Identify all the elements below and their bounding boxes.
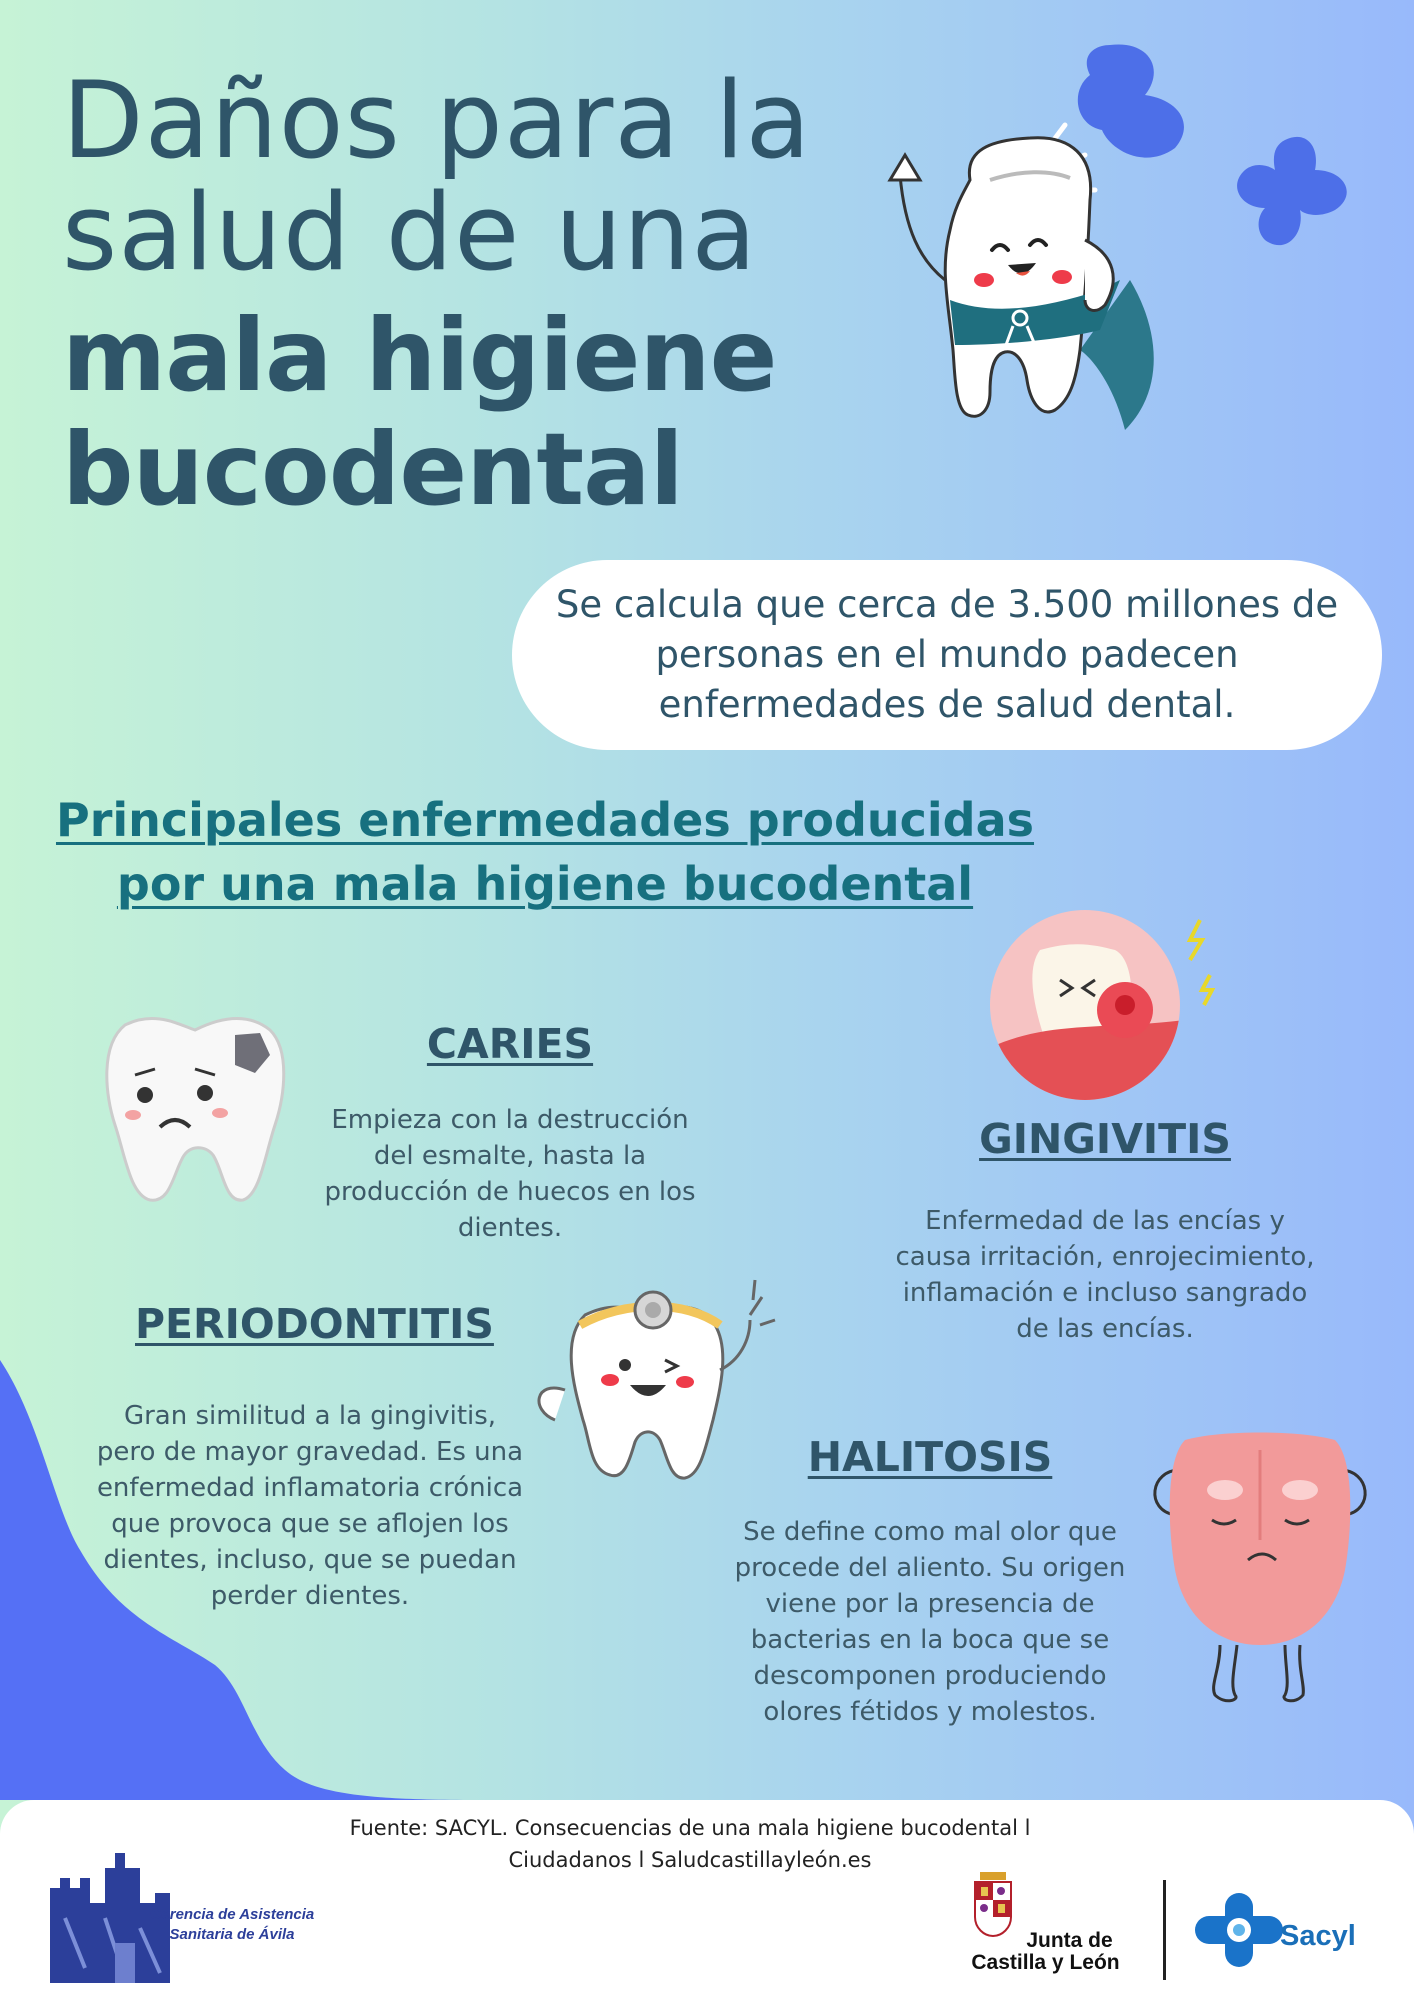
gingivitis-title: GINGIVITIS	[979, 1115, 1231, 1163]
junta-logo-text	[958, 1930, 1133, 1974]
periodontitis-description: Gran similitud a la gingivitis, pero de mayor gravedad. Es una enfermedad inflamatoria crónica que provoca que se aflojen los dientes, incluso, que se puedan perder dientes.	[96, 1401, 524, 1611]
caries-title: CARIES	[426, 1020, 594, 1068]
sacyl-cross-logo-icon	[1195, 1893, 1285, 1967]
page-title-line4: bucodental	[62, 411, 683, 528]
page-title-line3: mala higiene	[62, 297, 777, 414]
halitosis-title: HALITOSIS	[807, 1433, 1053, 1481]
superhero-tooth-icon	[880, 30, 1400, 510]
avila-logo-line2: Sanitaria de Ávila	[169, 1926, 295, 1943]
section-heading-line2: por una mala higiene bucodental	[116, 857, 974, 911]
halitosis-description: Se define como mal olor que procede del aliento. Su origen viene por la presencia de bacterias en la boca que se descomponen produciendo olores fétidos y molestos.	[734, 1517, 1126, 1727]
junta-logo-line1: Junta de	[1026, 1929, 1113, 1952]
logo-divider	[1163, 1880, 1166, 1980]
statistic-text: Se calcula que cerca de 3.500 millones de personas en el mundo padecen enfermedades de salud dental.	[555, 583, 1339, 726]
statistic-callout	[512, 560, 1382, 750]
tooth-with-inflamed-gum-icon	[985, 900, 1245, 1110]
page-title-line2: salud de una	[62, 171, 758, 294]
source-citation: Fuente: SACYL. Consecuencias de una mala higiene bucodental l Ciudadanos l Saludcastillayleón.es	[349, 1816, 1031, 1872]
periodontitis-title: PERIODONTITIS	[135, 1300, 494, 1348]
junta-logo-line2: Castilla y León	[971, 1951, 1120, 1974]
caries-description: Empieza con la destrucción del esmalte, hasta la producción de huecos en los dientes.	[324, 1105, 696, 1243]
sacyl-logo-text: Sacyl	[1280, 1920, 1356, 1952]
sad-tooth-with-cavity-icon	[95, 1005, 295, 1210]
castilla-leon-coat-of-arms-icon	[972, 1872, 1014, 1938]
section-heading	[30, 788, 1060, 916]
avila-logo-line1: Gerencia de Asistencia	[149, 1906, 315, 1923]
dentist-tooth-icon	[525, 1270, 795, 1490]
avila-logo-text	[132, 1905, 332, 1945]
page-title-line1: Daños para la	[62, 59, 812, 182]
sad-tongue-icon	[1140, 1420, 1380, 1720]
section-heading-line1: Principales enfermedades producidas	[55, 793, 1035, 847]
gingivitis-description: Enfermedad de las encías y causa irritación, enrojecimiento, inflamación e incluso sangrado de las encías.	[895, 1206, 1315, 1344]
